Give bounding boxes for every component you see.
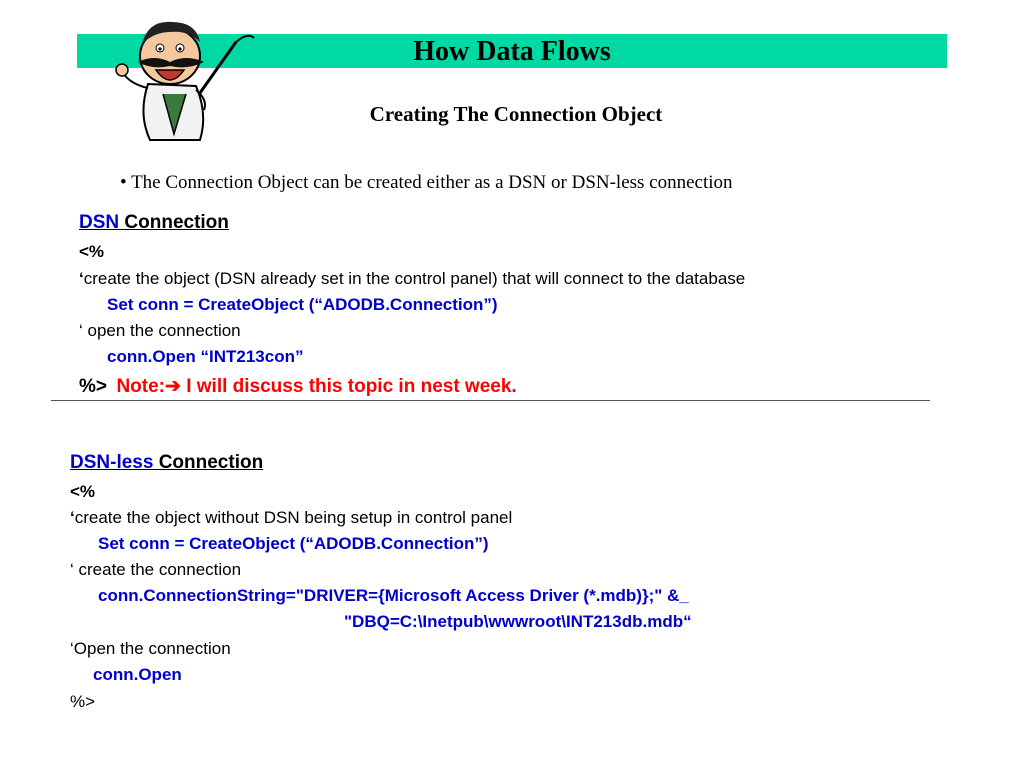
dsn-heading-suffix: Connection xyxy=(124,212,229,233)
comment-mark: ‘ xyxy=(70,508,75,527)
comment-text: create the object without DSN being setup in control panel xyxy=(74,508,513,527)
page-title: How Data Flows xyxy=(413,36,611,67)
dsnless-comment-1 xyxy=(70,508,512,528)
arrow-right-icon: ➔ xyxy=(165,376,181,397)
dsnless-close-tag: %> xyxy=(70,692,96,711)
dsn-comment-2: ‘ open the connection xyxy=(79,321,241,340)
intro-bullet xyxy=(120,172,733,194)
dsnless-code-3: "DBQ=C:\Inetpub\wwwroot\INT213db.mdb“ xyxy=(344,612,692,631)
dsn-heading-prefix: DSN xyxy=(79,212,125,233)
dsn-comment-1 xyxy=(79,269,745,289)
dsn-open-tag: <% xyxy=(79,242,105,261)
dsn-code-1: Set conn = CreateObject (“ADODB.Connection”) xyxy=(107,295,498,314)
dsn-heading xyxy=(79,212,229,234)
dsn-close-tag: %> xyxy=(79,376,107,397)
dsnless-comment-2: ‘ create the connection xyxy=(70,560,242,579)
intro-text: The Connection Object can be created either as a DSN or DSN-less connection xyxy=(131,172,733,193)
dsn-code-2: conn.Open “INT213con” xyxy=(107,347,304,366)
section-divider xyxy=(51,400,930,401)
dsnless-code-2: conn.ConnectionString="DRIVER={Microsoft Access Driver (*.mdb)};" &_ xyxy=(98,586,689,605)
dsnless-code-4: conn.Open xyxy=(93,665,182,684)
bullet-symbol: • xyxy=(120,172,127,193)
note-label: Note: xyxy=(116,376,166,397)
note-text: I will discuss this topic in nest week. xyxy=(180,376,517,397)
dsnless-code-1: Set conn = CreateObject (“ADODB.Connection”) xyxy=(98,534,489,553)
dsnless-open-tag: <% xyxy=(70,482,96,501)
dsnless-heading-prefix: DSN-less xyxy=(70,452,159,473)
dsnless-heading xyxy=(70,452,263,474)
dsn-close-line xyxy=(79,375,517,398)
dsnless-heading-suffix: Connection xyxy=(158,452,264,473)
dsnless-comment-3: ‘Open the connection xyxy=(70,639,231,658)
subtitle: Creating The Connection Object xyxy=(369,102,663,126)
comment-text: create the object (DSN already set in the control panel) that will connect to the database xyxy=(83,269,746,288)
comment-mark: ‘ xyxy=(79,269,84,288)
